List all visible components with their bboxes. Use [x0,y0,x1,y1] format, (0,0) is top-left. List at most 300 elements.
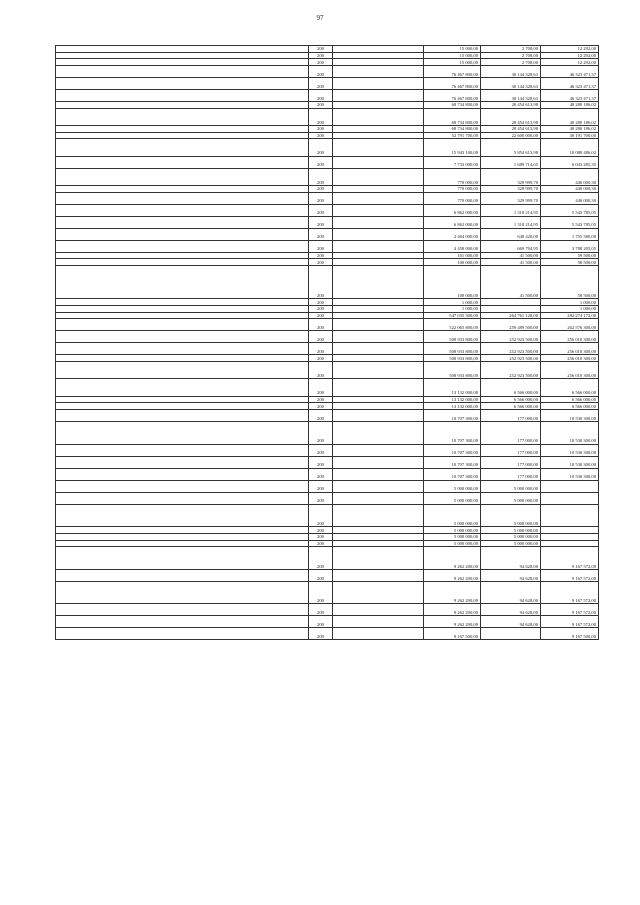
row-executed-cell: 28 454 613,98 [481,126,541,133]
row-classification-cell [333,108,424,125]
row-executed-cell: 177 000,00 [481,421,541,444]
row-approved-cell: 547 035 300,00 [424,312,481,319]
row-name-cell [56,409,309,421]
row-unexecuted-cell [541,504,599,527]
row-name-cell [56,331,309,343]
table-row [56,216,599,228]
row-name-cell [56,204,309,216]
row-classification-cell [333,305,424,312]
row-approved-cell: 4 458 000,00 [424,240,481,252]
table-row [56,547,599,570]
row-code-cell: 200 [309,156,333,168]
row-code-cell: 200 [309,192,333,204]
row-classification-cell [333,569,424,581]
row-unexecuted-cell [541,540,599,547]
row-executed-cell: 2 708,00 [481,59,541,66]
row-executed-cell: 5 000 000,00 [481,540,541,547]
table-row [56,126,599,133]
row-name-cell [56,421,309,444]
row-approved-cell: 15 000,00 [424,52,481,59]
row-classification-cell [333,581,424,604]
row-executed-cell: 28 454 613,98 [481,102,541,109]
table-row [56,343,599,355]
row-name-cell [56,319,309,331]
row-approved-cell: 9 262 200,00 [424,581,481,604]
row-executed-cell: 6 566 000,00 [481,396,541,403]
row-unexecuted-cell: 9 167 572,00 [541,581,599,604]
row-executed-cell: 252 923 500,00 [481,362,541,379]
table-row [56,259,599,266]
row-approved-cell: 68 734 800,00 [424,108,481,125]
row-code-cell: 200 [309,379,333,396]
row-name-cell [56,90,309,102]
row-name-cell [56,259,309,266]
row-unexecuted-cell: 9 167 572,00 [541,616,599,628]
row-unexecuted-cell: 59 500,00 [541,252,599,259]
row-unexecuted-cell: 46 323 471,37 [541,66,599,78]
row-code-cell: 200 [309,480,333,492]
row-name-cell [56,492,309,504]
row-classification-cell [333,527,424,534]
row-classification-cell [333,46,424,53]
row-approved-cell: 770 000,00 [424,168,481,185]
row-unexecuted-cell: 1 000,00 [541,305,599,312]
row-name-cell [56,126,309,133]
row-name-cell [56,228,309,240]
row-classification-cell [333,259,424,266]
row-classification-cell [333,139,424,156]
row-unexecuted-cell: 256 010 300,00 [541,331,599,343]
table-row [56,331,599,343]
row-unexecuted-cell: 30 191 700,00 [541,132,599,139]
row-executed-cell: 30 144 328,63 [481,78,541,90]
row-unexecuted-cell: 10 530 300,00 [541,456,599,468]
row-approved-cell: 9 262 200,00 [424,547,481,570]
table-row [56,355,599,362]
table-row [56,102,599,109]
row-unexecuted-cell: 40 280 186,02 [541,126,599,133]
row-approved-cell: 9 262 200,00 [424,616,481,628]
row-code-cell: 200 [309,468,333,480]
row-code-cell: 200 [309,126,333,133]
table-row [56,78,599,90]
row-unexecuted-cell: 440 000,30 [541,186,599,193]
row-name-cell [56,78,309,90]
row-unexecuted-cell: 10 530 300,00 [541,409,599,421]
table-row [56,59,599,66]
row-name-cell [56,581,309,604]
table-row [56,52,599,59]
table-row [56,319,599,331]
row-unexecuted-cell: 6 566 000,00 [541,403,599,410]
row-classification-cell [333,228,424,240]
row-unexecuted-cell [541,492,599,504]
row-approved-cell: 10 707 300,00 [424,468,481,480]
table-row [56,240,599,252]
row-executed-cell: 648 420,00 [481,228,541,240]
row-approved-cell: 5 000 000,00 [424,540,481,547]
table-row [56,540,599,547]
row-code-cell: 200 [309,66,333,78]
row-approved-cell: 76 467 800,00 [424,66,481,78]
row-approved-cell: 508 933 800,00 [424,343,481,355]
row-unexecuted-cell: 3 788 205,05 [541,240,599,252]
row-approved-cell: 76 467 800,00 [424,78,481,90]
row-name-cell [56,312,309,319]
row-unexecuted-cell: 46 323 471,37 [541,90,599,102]
table-row [56,299,599,306]
row-name-cell [56,305,309,312]
row-approved-cell: 1 000,00 [424,299,481,306]
row-code-cell: 200 [309,343,333,355]
row-code-cell: 200 [309,409,333,421]
row-executed-cell: 252 923 500,00 [481,355,541,362]
row-classification-cell [333,312,424,319]
row-code-cell: 200 [309,581,333,604]
row-classification-cell [333,604,424,616]
row-executed-cell: 5 000 000,00 [481,527,541,534]
row-name-cell [56,192,309,204]
row-name-cell [56,362,309,379]
row-unexecuted-cell: 10 530 300,00 [541,444,599,456]
row-approved-cell: 5 000 000,00 [424,527,481,534]
row-approved-cell: 770 000,00 [424,186,481,193]
row-approved-cell: 10 707 300,00 [424,409,481,421]
table-row [56,266,599,299]
row-code-cell: 200 [309,305,333,312]
row-code-cell: 200 [309,216,333,228]
row-unexecuted-cell: 440 000,30 [541,192,599,204]
row-approved-cell: 9 167 500,00 [424,628,481,640]
row-approved-cell: 9 262 200,00 [424,569,481,581]
row-unexecuted-cell: 10 088 486,02 [541,139,599,156]
row-classification-cell [333,102,424,109]
row-code-cell: 200 [309,616,333,628]
row-code-cell: 200 [309,168,333,185]
row-name-cell [56,480,309,492]
row-classification-cell [333,379,424,396]
row-classification-cell [333,421,424,444]
row-unexecuted-cell: 9 167 572,00 [541,604,599,616]
table-row [56,604,599,616]
row-classification-cell [333,444,424,456]
row-approved-cell: 2 404 000,00 [424,228,481,240]
row-approved-cell: 10 707 300,00 [424,456,481,468]
row-classification-cell [333,66,424,78]
row-executed-cell: 94 628,00 [481,616,541,628]
row-classification-cell [333,540,424,547]
row-code-cell: 200 [309,132,333,139]
row-classification-cell [333,343,424,355]
row-name-cell [56,132,309,139]
row-name-cell [56,266,309,299]
row-approved-cell: 508 933 800,00 [424,355,481,362]
row-code-cell: 200 [309,139,333,156]
row-code-cell: 200 [309,355,333,362]
row-executed-cell: 6 566 000,00 [481,403,541,410]
table-row [56,228,599,240]
row-code-cell: 200 [309,52,333,59]
row-approved-cell: 68 734 800,00 [424,126,481,133]
row-unexecuted-cell [541,480,599,492]
row-executed-cell: 28 454 613,98 [481,108,541,125]
row-code-cell: 200 [309,421,333,444]
row-executed-cell [481,628,541,640]
row-name-cell [56,540,309,547]
row-name-cell [56,468,309,480]
row-name-cell [56,66,309,78]
row-unexecuted-cell: 6 566 000,00 [541,396,599,403]
row-classification-cell [333,409,424,421]
row-classification-cell [333,299,424,306]
row-name-cell [56,616,309,628]
row-executed-cell: 30 144 328,63 [481,90,541,102]
row-classification-cell [333,547,424,570]
row-executed-cell: 669 794,95 [481,240,541,252]
row-approved-cell: 101 000,00 [424,252,481,259]
row-code-cell: 200 [309,547,333,570]
row-approved-cell: 15 000,00 [424,46,481,53]
table-row [56,379,599,396]
row-approved-cell: 508 933 800,00 [424,331,481,343]
row-executed-cell: 30 144 328,63 [481,66,541,78]
table-row [56,480,599,492]
table-body [56,46,599,640]
row-unexecuted-cell: 440 000,30 [541,168,599,185]
row-classification-cell [333,192,424,204]
budget-execution-table [55,45,599,640]
row-executed-cell: 329 999,70 [481,168,541,185]
table-row [56,66,599,78]
row-code-cell: 200 [309,108,333,125]
row-unexecuted-cell: 9 167 572,00 [541,547,599,570]
row-name-cell [56,379,309,396]
table-row [56,305,599,312]
row-classification-cell [333,533,424,540]
row-name-cell [56,139,309,156]
table-row [56,108,599,125]
row-executed-cell: 94 628,00 [481,604,541,616]
row-unexecuted-cell: 256 010 300,00 [541,362,599,379]
row-code-cell: 200 [309,102,333,109]
table-row [56,403,599,410]
row-classification-cell [333,90,424,102]
row-classification-cell [333,204,424,216]
row-approved-cell: 522 065 800,00 [424,319,481,331]
row-unexecuted-cell: 40 280 186,02 [541,102,599,109]
row-code-cell: 200 [309,628,333,640]
table-row [56,527,599,534]
row-name-cell [56,59,309,66]
row-classification-cell [333,216,424,228]
row-executed-cell: 5 000 000,00 [481,492,541,504]
row-name-cell [56,396,309,403]
row-name-cell [56,108,309,125]
row-classification-cell [333,126,424,133]
table-row [56,504,599,527]
table-row [56,252,599,259]
row-name-cell [56,403,309,410]
row-classification-cell [333,59,424,66]
row-unexecuted-cell: 12 292,00 [541,52,599,59]
row-name-cell [56,46,309,53]
row-classification-cell [333,319,424,331]
row-code-cell: 200 [309,228,333,240]
row-classification-cell [333,362,424,379]
row-name-cell [56,52,309,59]
row-unexecuted-cell: 262 576 300,00 [541,319,599,331]
row-approved-cell: 1 000,00 [424,305,481,312]
row-executed-cell: 1 689 714,65 [481,156,541,168]
row-name-cell [56,569,309,581]
row-classification-cell [333,52,424,59]
row-classification-cell [333,628,424,640]
row-unexecuted-cell: 9 167 572,00 [541,569,599,581]
row-code-cell: 200 [309,504,333,527]
row-unexecuted-cell: 5 543 785,05 [541,216,599,228]
table-row [56,156,599,168]
row-classification-cell [333,78,424,90]
row-executed-cell: 5 854 613,98 [481,139,541,156]
row-classification-cell [333,266,424,299]
row-approved-cell: 770 000,00 [424,192,481,204]
row-approved-cell: 10 707 300,00 [424,421,481,444]
table-row [56,468,599,480]
row-classification-cell [333,168,424,185]
table-row [56,628,599,640]
row-approved-cell: 508 933 800,00 [424,362,481,379]
row-unexecuted-cell: 12 292,00 [541,59,599,66]
row-executed-cell: 5 000 000,00 [481,504,541,527]
row-code-cell: 200 [309,78,333,90]
row-approved-cell: 52 791 700,00 [424,132,481,139]
row-code-cell: 200 [309,266,333,299]
row-code-cell: 200 [309,396,333,403]
row-name-cell [56,533,309,540]
table-row [56,204,599,216]
row-unexecuted-cell [541,533,599,540]
row-executed-cell: 5 000 000,00 [481,533,541,540]
table-row [56,396,599,403]
row-approved-cell: 15 943 100,00 [424,139,481,156]
row-executed-cell: 5 000 000,00 [481,480,541,492]
table-row [56,456,599,468]
row-unexecuted-cell: 5 543 785,05 [541,204,599,216]
row-name-cell [56,240,309,252]
row-classification-cell [333,492,424,504]
row-executed-cell: 41 500,00 [481,259,541,266]
row-classification-cell [333,504,424,527]
row-name-cell [56,604,309,616]
table-row [56,421,599,444]
table-row [56,444,599,456]
row-code-cell: 200 [309,492,333,504]
row-approved-cell: 5 000 000,00 [424,504,481,527]
row-name-cell [56,102,309,109]
row-executed-cell: 259 489 500,00 [481,319,541,331]
row-code-cell: 200 [309,204,333,216]
row-unexecuted-cell: 256 010 300,00 [541,355,599,362]
row-approved-cell: 5 000 000,00 [424,533,481,540]
row-approved-cell: 13 132 000,00 [424,396,481,403]
row-approved-cell: 5 000 000,00 [424,492,481,504]
row-name-cell [56,156,309,168]
row-approved-cell: 9 262 200,00 [424,604,481,616]
table-row [56,192,599,204]
table-row [56,616,599,628]
row-approved-cell: 100 000,00 [424,266,481,299]
row-name-cell [56,186,309,193]
row-code-cell: 200 [309,90,333,102]
row-code-cell: 200 [309,444,333,456]
row-code-cell: 200 [309,569,333,581]
row-executed-cell [481,305,541,312]
row-name-cell [56,252,309,259]
table-row [56,312,599,319]
row-classification-cell [333,355,424,362]
table-row [56,46,599,53]
row-unexecuted-cell: 6 043 285,35 [541,156,599,168]
table-row [56,492,599,504]
row-name-cell [56,547,309,570]
row-classification-cell [333,156,424,168]
row-code-cell: 200 [309,59,333,66]
row-classification-cell [333,186,424,193]
row-unexecuted-cell: 10 530 300,00 [541,421,599,444]
row-unexecuted-cell: 58 500,00 [541,259,599,266]
row-approved-cell: 10 707 300,00 [424,444,481,456]
row-classification-cell [333,396,424,403]
row-unexecuted-cell [541,527,599,534]
row-code-cell: 200 [309,362,333,379]
row-code-cell: 200 [309,604,333,616]
row-unexecuted-cell: 282 274 172,00 [541,312,599,319]
row-code-cell: 200 [309,259,333,266]
table-row [56,186,599,193]
table-row [56,168,599,185]
row-unexecuted-cell: 256 010 300,00 [541,343,599,355]
row-classification-cell [333,252,424,259]
row-name-cell [56,355,309,362]
row-name-cell [56,628,309,640]
row-unexecuted-cell: 10 530 300,00 [541,468,599,480]
row-approved-cell: 76 467 800,00 [424,90,481,102]
row-executed-cell: 177 000,00 [481,468,541,480]
row-approved-cell: 100 000,00 [424,259,481,266]
row-code-cell: 200 [309,186,333,193]
row-classification-cell [333,456,424,468]
row-code-cell: 200 [309,456,333,468]
row-unexecuted-cell: 1 000,00 [541,299,599,306]
row-approved-cell: 7 733 000,00 [424,156,481,168]
row-classification-cell [333,331,424,343]
row-executed-cell: 41 500,00 [481,266,541,299]
row-approved-cell: 68 734 800,00 [424,102,481,109]
row-code-cell: 200 [309,403,333,410]
table-row [56,581,599,604]
row-executed-cell: 94 628,00 [481,581,541,604]
row-unexecuted-cell: 9 167 500,00 [541,628,599,640]
table-row [56,90,599,102]
row-executed-cell [481,299,541,306]
row-approved-cell: 6 862 000,00 [424,204,481,216]
row-unexecuted-cell: 46 323 471,37 [541,78,599,90]
row-executed-cell: 252 923 500,00 [481,331,541,343]
row-name-cell [56,216,309,228]
row-executed-cell: 41 500,00 [481,252,541,259]
row-name-cell [56,444,309,456]
row-unexecuted-cell: 6 566 000,00 [541,379,599,396]
